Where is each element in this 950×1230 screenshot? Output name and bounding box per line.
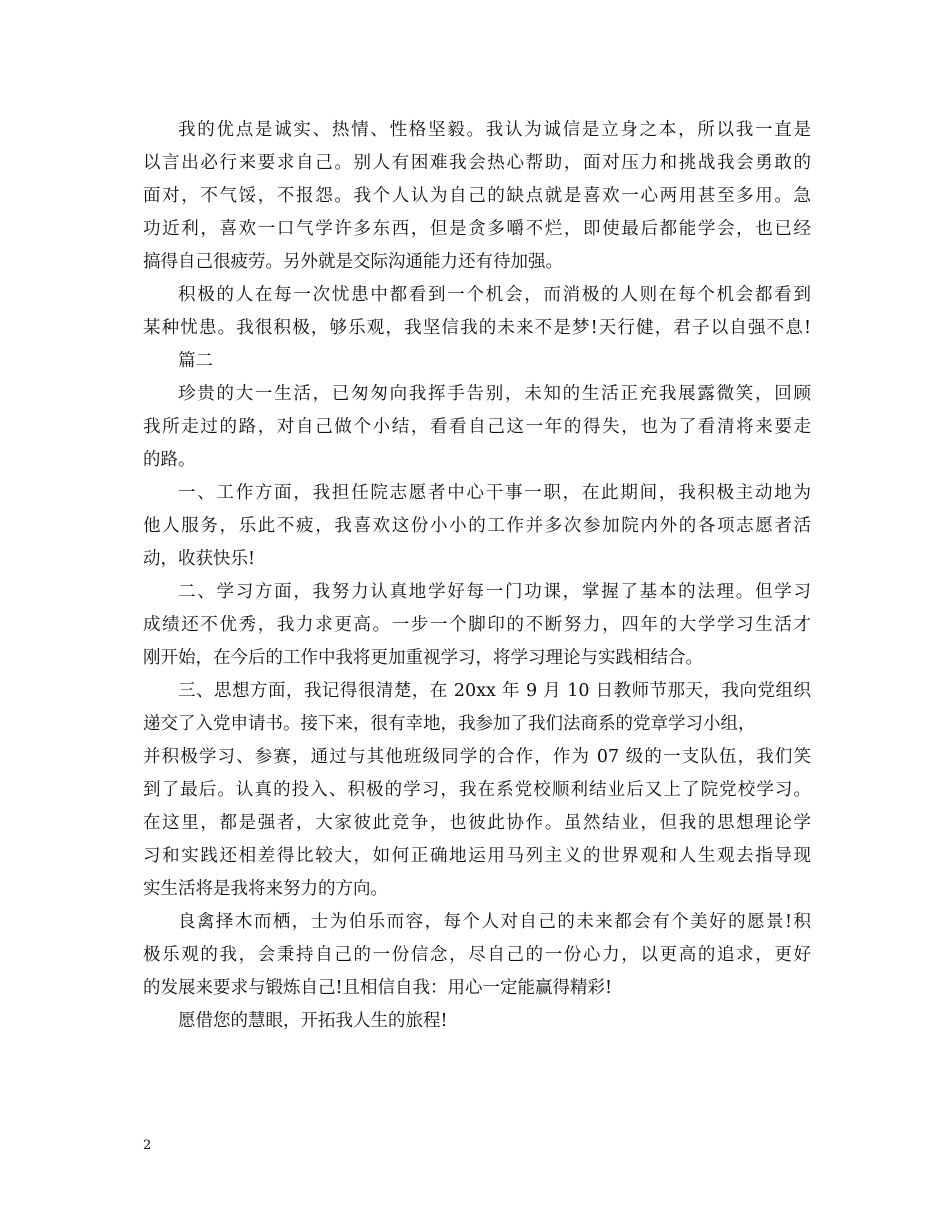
text-line-content: 我的优点是诚实、热情、性格坚毅。我认为诚信是立身之本，所以我一直是 bbox=[178, 120, 811, 140]
text-line-content: 三、思想方面，我记得很清楚，在 20xx 年 9 月 10 日教师节那天，我向党组织 bbox=[178, 681, 811, 701]
text-line bbox=[143, 444, 811, 477]
text-line bbox=[143, 873, 811, 906]
text-line bbox=[143, 180, 811, 213]
text-line bbox=[143, 345, 811, 378]
text-line-content: 到了最后。认真的投入、积极的学习，我在系党校顺利结业后又上了院党校学习。 bbox=[143, 780, 811, 800]
text-line-content: 极乐观的我，会秉持自己的一份信念，尽自己的一份心力，以更高的追求，更好 bbox=[143, 945, 811, 965]
text-line bbox=[143, 972, 811, 1005]
text-line bbox=[143, 939, 811, 972]
text-line-content: 他人服务，乐此不疲，我喜欢这份小小的工作并多次参加院内外的各项志愿者活 bbox=[143, 516, 811, 536]
text-line-content: 一、工作方面，我担任院志愿者中心干事一职，在此期间，我积极主动地为 bbox=[178, 483, 811, 503]
text-line bbox=[143, 543, 811, 576]
text-line-content: 成绩还不优秀，我力求更高。一步一个脚印的不断努力，四年的大学学习生活才 bbox=[143, 615, 811, 635]
text-line bbox=[143, 840, 811, 873]
text-line-content: 刚开始，在今后的工作中我将更加重视学习，将学习理论与实践相结合。 bbox=[143, 648, 703, 668]
text-line bbox=[143, 675, 811, 708]
text-line bbox=[143, 642, 811, 675]
text-line-content: 某种忧患。我很积极，够乐观，我坚信我的未来不是梦!天行健，君子以自强不息! bbox=[143, 318, 811, 338]
text-line bbox=[143, 213, 811, 246]
text-line-content: 功近利，喜欢一口气学许多东西，但是贪多嚼不烂，即使最后都能学会，也已经 bbox=[143, 219, 811, 239]
text-line bbox=[143, 708, 811, 741]
text-line-content: 我所走过的路，对自己做个小结，看看自己这一年的得失，也为了看清将来要走 bbox=[143, 417, 811, 437]
text-line-content: 篇二 bbox=[178, 351, 213, 371]
text-line-content: 良禽择木而栖，士为伯乐而容，每个人对自己的未来都会有个美好的愿景!积 bbox=[178, 912, 811, 932]
text-line-content: 积极的人在每一次忧患中都看到一个机会，而消极的人则在每个机会都看到 bbox=[178, 285, 811, 305]
text-line bbox=[143, 279, 811, 312]
text-line-content: 搞得自己很疲劳。另外就是交际沟通能力还有待加强。 bbox=[143, 252, 563, 272]
text-line-content: 递交了入党申请书。接下来，很有幸地，我参加了我们法商系的党章学习小组， bbox=[143, 714, 756, 734]
text-line-content: 的发展来要求与锻炼自己!且相信自我：用心一定能赢得精彩! bbox=[143, 978, 613, 998]
text-line-content: 面对，不气馁，不报怨。我个人认为自己的缺点就是喜欢一心两用甚至多用。急 bbox=[143, 186, 811, 206]
text-line bbox=[143, 1005, 811, 1038]
text-line-content: 并积极学习、参赛，通过与其他班级同学的合作，作为 07 级的一支队伍，我们笑 bbox=[143, 747, 811, 767]
text-line bbox=[143, 312, 811, 345]
text-line bbox=[143, 774, 811, 807]
text-line bbox=[143, 411, 811, 444]
text-line bbox=[143, 906, 811, 939]
text-line-content: 以言出必行来要求自己。别人有困难我会热心帮助，面对压力和挑战我会勇敢的 bbox=[143, 153, 811, 173]
text-line-content: 的路。 bbox=[143, 450, 196, 470]
text-line bbox=[143, 510, 811, 543]
text-line-content: 实生活将是我将来努力的方向。 bbox=[143, 879, 388, 899]
text-line bbox=[143, 246, 811, 279]
text-line-content: 愿借您的慧眼，开拓我人生的旅程! bbox=[178, 1011, 448, 1031]
text-line-content: 在这里，都是强者，大家彼此竞争，也彼此协作。虽然结业，但我的思想理论学 bbox=[143, 813, 811, 833]
text-line bbox=[143, 477, 811, 510]
text-line-content: 习和实践还相差得比较大，如何正确地运用马列主义的世界观和人生观去指导现 bbox=[143, 846, 811, 866]
text-line bbox=[143, 147, 811, 180]
document-body bbox=[143, 114, 811, 1038]
text-line-content: 动，收获快乐! bbox=[143, 549, 256, 569]
text-line bbox=[143, 576, 811, 609]
text-line bbox=[143, 378, 811, 411]
text-line bbox=[143, 114, 811, 147]
text-line-content: 二、学习方面，我努力认真地学好每一门功课，掌握了基本的法理。但学习 bbox=[178, 582, 811, 602]
page-number: 2 bbox=[143, 1138, 152, 1153]
text-line bbox=[143, 807, 811, 840]
text-line-content: 珍贵的大一生活，已匆匆向我挥手告别，未知的生活正充我展露微笑，回顾 bbox=[178, 384, 811, 404]
text-line bbox=[143, 609, 811, 642]
text-line bbox=[143, 741, 811, 774]
